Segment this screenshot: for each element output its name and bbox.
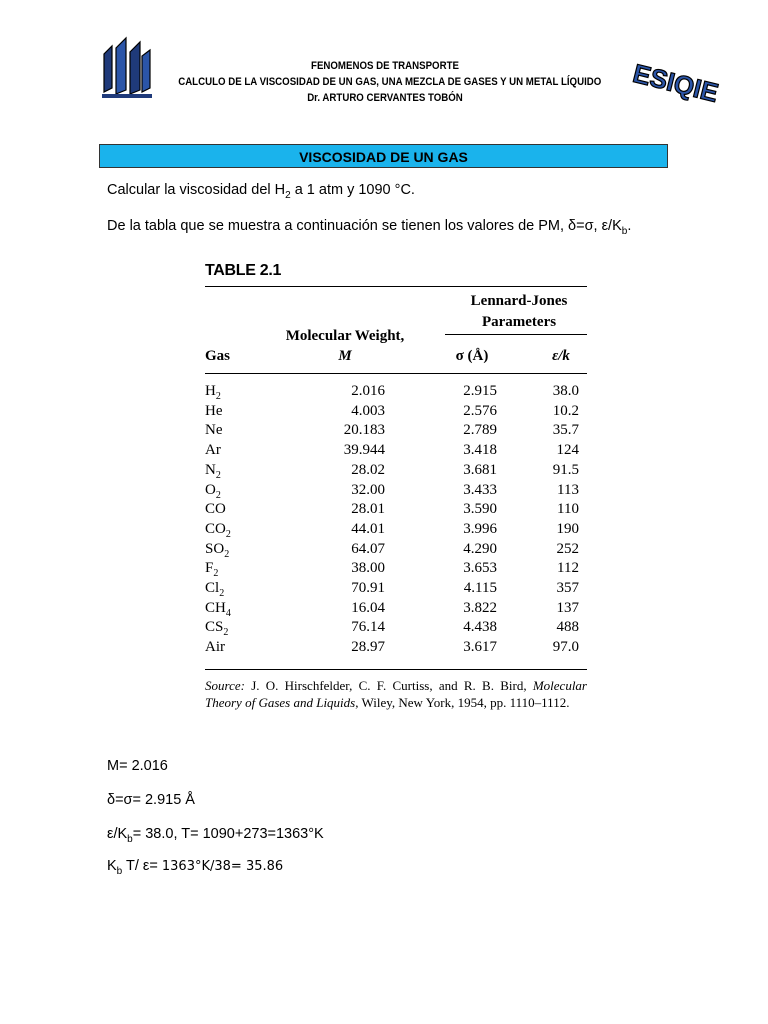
table-cell-gas (205, 383, 221, 402)
table-cell-epsilon: 35.7 (552, 422, 579, 439)
table-cell-molecular-weight: 76.14 (351, 619, 385, 636)
intro-table-ref: De la tabla que se muestra a continuación se tienen los valores de PM, δ=σ, $\varepsilon/K_b$. (107, 218, 632, 237)
table-cell-sigma: 4.438 (463, 619, 497, 636)
gas-formula: CO (205, 520, 226, 537)
ipn-logo (98, 34, 154, 100)
table-cell-sigma: 2.576 (463, 402, 497, 419)
header-author: Dr. ARTURO CERVANTES TOBÓN (307, 92, 463, 104)
gas-formula: F (205, 560, 214, 577)
table-cell-gas (205, 482, 221, 501)
table-cell-gas (205, 462, 221, 481)
gas-formula: N (205, 461, 216, 478)
table-cell-epsilon: 124 (556, 442, 579, 459)
table-cell-sigma: 3.433 (463, 481, 497, 498)
table-cell-molecular-weight: 20.183 (343, 422, 385, 439)
table-cell-sigma: 3.590 (463, 501, 497, 518)
gas-formula: Air (205, 639, 225, 656)
gas-formula: CH (205, 599, 226, 616)
mw-header-1: Molecular Weight, (285, 328, 405, 344)
gas-formula-subscript: 2 (215, 391, 221, 402)
header-topic: CALCULO DE LA VISCOSIDAD DE UN GAS, UNA MEZCLA DE GASES Y UN METAL LÍQUIDO (178, 76, 602, 88)
table-cell-molecular-weight: 4.003 (351, 402, 385, 419)
table-cell-epsilon: 137 (556, 599, 579, 616)
mw-header-2: M (338, 348, 352, 364)
table-cell-gas (205, 639, 225, 658)
table-cell-molecular-weight: 39.944 (343, 442, 385, 459)
table-cell-epsilon: 91.5 (552, 461, 579, 478)
table-cell-molecular-weight: 2.016 (351, 383, 385, 399)
gas-formula: CO (205, 501, 226, 518)
gas-header: Gas (205, 348, 231, 364)
table-cell-sigma: 3.822 (463, 599, 497, 616)
gas-formula: Cl (205, 580, 220, 596)
table-cell-sigma: 3.681 (463, 461, 497, 478)
table-cell-molecular-weight: 16.04 (351, 599, 385, 616)
gas-formula-subscript: 2 (223, 627, 229, 639)
section-banner: VISCOSIDAD DE UN GAS (99, 144, 668, 168)
table-cell-gas (205, 403, 223, 422)
table-cell-sigma: 3.418 (463, 442, 497, 459)
table-bottom-rule (205, 669, 587, 670)
table-cell-gas (205, 560, 218, 579)
svg-text:ESIQIE: ESIQIE (630, 57, 722, 108)
calc-sigma: δ=σ= 2.915 Å (107, 792, 195, 808)
lj-header-2: Parameters (481, 314, 557, 330)
gas-formula-subscript: 4 (225, 607, 231, 619)
table-cell-molecular-weight: 32.00 (351, 481, 385, 498)
table-cell-sigma: 2.789 (463, 422, 497, 439)
gas-formula-subscript: 2 (215, 469, 221, 481)
table-cell-molecular-weight: 28.01 (351, 501, 385, 518)
table-cell-molecular-weight: 44.01 (351, 520, 385, 537)
table-cell-gas (205, 600, 231, 619)
table-cell-molecular-weight: 38.00 (351, 560, 385, 577)
table-cell-gas (205, 501, 226, 520)
table-cell-molecular-weight: 64.07 (351, 540, 385, 557)
gas-formula: O (205, 481, 216, 498)
table-cell-epsilon: 113 (557, 481, 579, 498)
gas-formula: He (205, 402, 223, 419)
table-cell-epsilon: 38.0 (552, 383, 579, 399)
table-cell-epsilon: 97.0 (552, 639, 579, 656)
table-cell-sigma: 4.115 (463, 580, 497, 596)
gas-formula-subscript: 2 (225, 528, 231, 540)
epsilon-header: ε/k (552, 348, 570, 364)
table-cell-molecular-weight: 70.91 (351, 580, 385, 596)
table-cell-sigma: 3.653 (463, 560, 497, 577)
table-cell-gas (205, 541, 229, 560)
table-cell-sigma: 3.996 (463, 520, 497, 537)
table-cell-epsilon: 190 (556, 520, 579, 537)
table-source: Source: J. O. Hirschfelder, C. F. Curtiss, and R. B. Bird, Molecular Theory of Gases and Liquids, Wiley, New York, 1954, pp. 1110–1112. (205, 678, 587, 710)
table-cell-gas (205, 521, 231, 540)
gas-formula-subscript: 2 (213, 568, 219, 580)
table-cell-gas (205, 422, 223, 441)
table-cell-molecular-weight: 28.97 (351, 639, 385, 656)
esiqie-logo (628, 52, 724, 108)
table-cell-epsilon: 110 (557, 501, 579, 518)
table-title: TABLE 2.1 (205, 262, 282, 279)
table-cell-epsilon: 10.2 (552, 402, 579, 419)
gas-properties-table (205, 262, 587, 710)
table-cell-sigma: 2.915 (463, 383, 497, 399)
calc-epsilon-temperature: $\varepsilon/K_b= 38.0$, T= 1090+273=1363°K (107, 826, 324, 845)
table-cell-epsilon: 112 (557, 560, 579, 577)
gas-formula: Ne (205, 422, 223, 439)
table-cell-gas (205, 619, 228, 638)
calc-molecular-weight: M= 2.016 (107, 758, 168, 774)
gas-formula-subscript: 2 (215, 489, 221, 501)
table-top-rule (205, 286, 587, 287)
table-cell-molecular-weight: 28.02 (351, 461, 385, 478)
lj-header-1: Lennard-Jones (470, 293, 568, 309)
lj-header-rule (445, 334, 587, 335)
gas-formula: H (205, 383, 216, 399)
sigma-header: σ (Å) (455, 348, 489, 364)
table-cell-gas (205, 580, 224, 599)
calc-reduced-temperature: $K_b$ T/ ε= 1363°K/38= 35.86 (107, 858, 284, 877)
table-cell-epsilon: 488 (556, 619, 579, 636)
gas-formula-subscript: 2 (224, 548, 230, 560)
table-cell-epsilon: 252 (556, 540, 579, 557)
gas-formula: SO (205, 540, 225, 557)
table-cell-gas (205, 442, 221, 461)
gas-formula-subscript: 2 (219, 588, 225, 599)
table-cell-epsilon: 357 (556, 580, 579, 596)
table-header-rule (205, 373, 587, 374)
table-cell-sigma: 4.290 (463, 540, 497, 557)
table-cell-sigma: 3.617 (463, 639, 497, 656)
header-course: FENOMENOS DE TRANSPORTE (311, 60, 459, 72)
gas-formula: CS (205, 619, 224, 636)
intro-problem: Calcular la viscosidad del $H_2$ a 1 atm y 1090 °C. (107, 182, 415, 201)
gas-formula: Ar (205, 442, 221, 459)
